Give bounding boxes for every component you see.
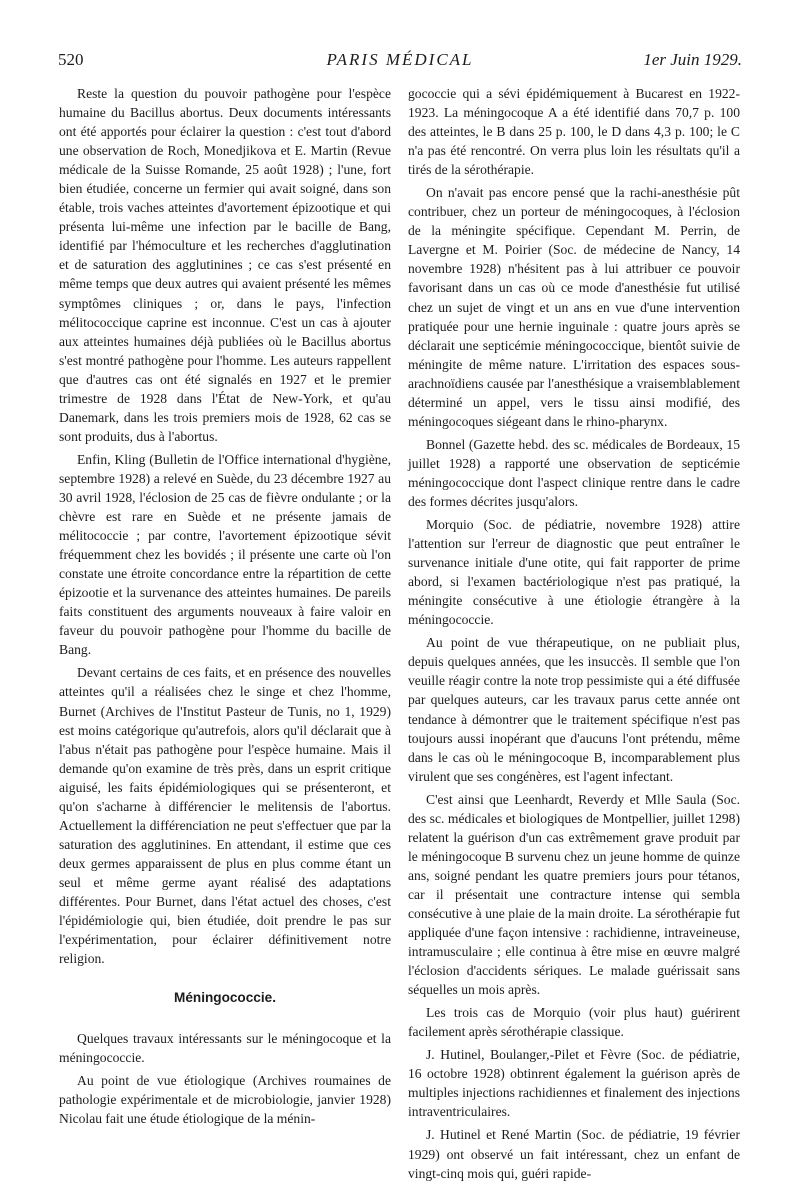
paragraph: Au point de vue étiologique (Archives roumaines de pathologie expérimentale et de microbiologie, janvier 1928) Nicolau fait une étude étiologique de la ménin- [59,1073,391,1127]
paragraph: On n'avait pas encore pensé que la rachi-anesthésie pût contribuer, chez un porteur de méningocoques, à l'éclosion de la méningite spécifique. Cependant M. Perrin, de Lavergne et M. Poirier (Soc. de médecine de Nancy, 14 novembre 1928) n'hésitent pas à lui attribuer ce pouvoir favorisant dans un cas où ce mode d'anesthésie fut utilisé chez un sujet de vingt et un ans en vue d'une intervention pratiquée pour une hernie inguinale : quatre jours après se déclarait une septicémie méningococcique, bientôt suivie de méningite de même nature. L'irritation des espaces sous-arachnoïdiens causée par l'anesthésique a vraisemblablement déterminé un appel, vers le tissu ainsi modifié, des méningocoques siégeant dans le rhino-pharynx. [408,185,740,429]
paragraph: gococcie qui a sévi épidémiquement à Bucarest en 1922-1923. La méningocoque A a été identifié dans 70,7 p. 100 des atteintes, le B dans 25 p. 100, le D dans 4,3 p. 100; le C n'a pas été rencontré. On verra plus loin les résultats qu'il a tirés de la sérothérapie. [408,86,740,178]
paragraph: Quelques travaux intéressants sur le méningocoque et la méningococcie. [59,1031,391,1066]
paragraph: C'est ainsi que Leenhardt, Reverdy et Mlle Saula (Soc. des sc. médicales et biologiques de Montpellier, juillet 1298) relatent la guérison d'un cas extrêmement grave produit par le méningocoque B survenu chez un jeune homme de quinze ans, soigné pendant les quatre premiers jours pour tétanos, car il présentait une contracture intense qui sembla consécutive à une plaie de la main droite. La sérothérapie fut appliquée d'une façon intensive : rachidienne, intraveineuse, intramusculaire ; elle continua à être mise en œuvre malgré l'éclosion d'accidents sériques. Le malade guérissait sans séquelles un mois après. [408,791,740,998]
right-column [408,84,740,1183]
paragraph: J. Hutinel, Boulanger,-Pilet et Fèvre (Soc. de pédiatrie, 16 octobre 1928) obtinrent également la guérison après de multiples injections rachidiennes et finalement des injections intraventriculaires. [408,1047,740,1120]
page-number: 520 [58,50,84,69]
journal-title: PARIS MÉDICAL [326,50,474,69]
section-heading: Méningococcie. [174,990,276,1006]
paragraph: Les trois cas de Morquio (voir plus haut) guérirent facilement après sérothérapie classique. [408,1005,740,1040]
issue-date: 1er Juin 1929. [643,50,742,69]
paragraph: Reste la question du pouvoir pathogène pour l'espèce humaine du Bacillus abortus. Deux documents intéressants ont été apportés pour éclairer la question : c'est tout d'abord une observation de Roch, Monedjikova et E. Martin (Revue médicale de la Suisse Romande, 25 août 1928) ; l'une, fort bien étudiée, concerne un fermier qui avait soigné, dans son étable, trois vaches atteintes d'avortement épizootique et qui présenta lui-même une infection par le bacille de Bang, identifié par l'hémoculture et les recherches d'agglutination et de saturation des agglutinines ; ce cas s'est présenté en même temps que deux autres qui avaient présenté les mêmes symptômes cliniques ; or, dans le pays, l'infection mélitococcique caprine est inconnue. C'est un cas à ajouter aux atteintes humaines déjà publiées où le Bacillus abortus s'est montré pathogène pour l'homme. Les auteurs rappellent que d'autres cas ont été signalés en 1927 et le premier trimestre de 1928 dans l'État de New-York, et qu'au Danemark, dans les trois premiers mois de 1928, 62 cas se sont produits, dus à l'abortus. [59,86,391,444]
paragraph: Enfin, Kling (Bulletin de l'Office international d'hygiène, septembre 1928) a relevé en Suède, du 23 décembre 1927 au 30 avril 1928, l'éclosion de 25 cas de fièvre ondulante ; or la chèvre est rare en Suède et ne présente jamais de mélitococcie ; par contre, l'avortement épizootique sévit fréquemment chez les bovidés ; il présente une carte où l'on constate une étroite concordance entre la répartition de cette épizootie et la survenance des atteintes humaines. De pareils faits constituent des arguments nouveaux à faire valoir en faveur du pouvoir pathogène pour l'homme du bacille de Bang. [59,451,391,658]
paragraph: Morquio (Soc. de pédiatrie, novembre 1928) attire l'attention sur l'erreur de diagnostic que peut entraîner le survenance initiale d'une otite, qui fait rapporter de prime abord, si l'examen bactériologique n'est pas pratiqué, la méningite consécutive à une étiologie étrangère à la méningococcie. [408,517,740,628]
paragraph: Au point de vue thérapeutique, on ne publiait plus, depuis quelques années, que les insuccès. Il semble que l'on veuille réagir contre la note trop pessimiste qui a été diffusée par quelques auteurs, car les travaux parus cette année ont tendance à démontrer que le traitement spécifique n'est pas toujours aussi inopérant que d'aucuns l'ont prétendu, même dans le cas où le méningocoque B, incomparablement plus virulent que ses congénères, est l'agent infectant. [408,635,740,784]
paragraph: Devant certains de ces faits, et en présence des nouvelles atteintes qu'il a réalisées chez le singe et chez l'homme, Burnet (Archives de l'Institut Pasteur de Tunis, no 1, 1929) est moins catégorique qu'autrefois, alors qu'il déclarait que à l'abus n'était pas pathogène pour l'espèce humaine. Mais il demande qu'on examine de très près, dans un esprit critique aiguisé, les faits épidémiologiques qui se présenteront, et qu'on s'acharne à différencier le melitensis de l'abortus. Actuellement la différenciation ne peut s'effectuer que par la saturation des agglutinines. En attendant, il estime que ces deux germes apparaissent de plus en plus comme étant un seul et même germe ayant réalisé des adaptations différentes. Pour Burnet, dans l'état actuel des choses, c'est l'épidémiologie qui, bien étudiée, doit prendre le pas sur l'expérimentation, pour éclairer définitivement notre religion. [59,665,391,967]
paragraph: Bonnel (Gazette hebd. des sc. médicales de Bordeaux, 15 juillet 1928) a rapporté une observation de septicémie méningococcique dont l'aspect clinique rentre dans le cadre des formes décrites jusqu'alors. [408,436,740,509]
running-header [58,48,742,78]
paragraph: J. Hutinel et René Martin (Soc. de pédiatrie, 19 février 1929) ont observé un fait intéressant, chez un enfant de vingt-cinq mois qui, guéri rapide- [408,1127,740,1181]
left-column [59,84,391,1128]
